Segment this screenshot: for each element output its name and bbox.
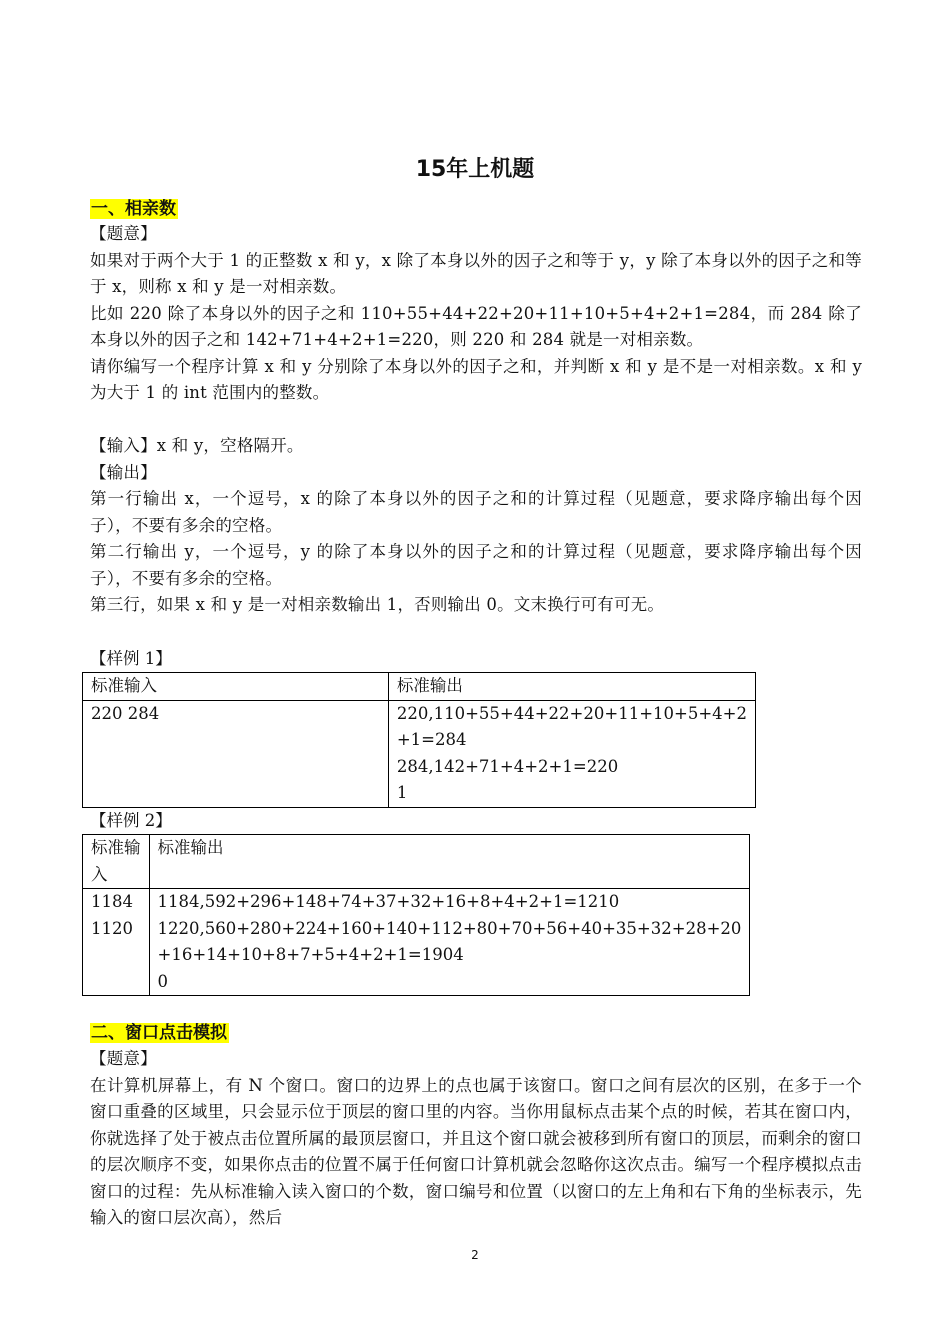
sample1-output-line: 284,142+71+4+2+1=220 [396, 756, 619, 776]
sample2-output-line: 1220,560+280+224+160+140+112+80+70+56+40+35+32+28+20 [157, 918, 742, 938]
sample1-header-output: 标准输出 [388, 673, 755, 701]
sample2-output-line: 1184,592+296+148+74+37+32+16+8+4+2+1=1210 [157, 892, 620, 911]
sample2-output-line: 0 [157, 971, 168, 991]
output-label: 【输出】 [90, 462, 157, 482]
problem-paragraph: 如果对于两个大于 1 的正整数 x 和 y，x 除了本身以外的因子之和等于 y，y 除了本身以外的因子之和等于 x，则称 x 和 y 是一对相亲数。 [90, 250, 862, 296]
page-title: 15年上机题 [415, 157, 535, 182]
section1-body [90, 221, 862, 407]
sample2-table [82, 834, 750, 996]
input-spec: 【输入】x 和 y，空格隔开。 [90, 436, 304, 455]
section1-io [90, 433, 862, 619]
problem-paragraph: 比如 220 除了本身以外的因子之和 110+55+44+22+20+11+10+5+4+2+1=284，而 284 除了本身以外的因子之和 142+71+4+2+1=220，则 220 和 284 就是一对相亲数。 [90, 303, 862, 349]
section-heading-1-text: 一、相亲数 [91, 199, 176, 219]
sample2-label: 【样例 2】 [90, 811, 172, 830]
output-spec: 第一行输出 x，一个逗号，x 的除了本身以外的因子之和的计算过程（见题意，要求降序输出每个因子），不要有多余的空格。 [90, 489, 862, 535]
sample2-input-line: 1184 [91, 892, 133, 911]
section-heading-1 [90, 198, 178, 220]
sample2-output-cell [149, 889, 750, 996]
sample2-header-input-line: 标准输 [91, 838, 141, 857]
problem-paragraph: 请你编写一个程序计算 x 和 y 分别除了本身以外的因子之和，并判断 x 和 y 是不是一对相亲数。x 和 y 为大于 1 的 int 范围内的整数。 [90, 356, 862, 402]
sample2-header-input-line: 入 [91, 864, 108, 884]
sample2-header-output: 标准输出 [149, 835, 750, 889]
sample1-output-line: 1 [396, 783, 408, 802]
sample2-input-cell [83, 889, 150, 996]
sample2-input-line: 1120 [91, 918, 133, 938]
output-spec: 第三行，如果 x 和 y 是一对相亲数输出 1，否则输出 0。文末换行可有可无。 [90, 595, 665, 614]
sample2-output-line: +16+14+10+8+7+5+4+2+1=1904 [157, 945, 464, 964]
section-heading-2-text: 二、窗口点击模拟 [91, 1023, 227, 1043]
sample2-header-input [83, 835, 150, 889]
sample1-input-cell: 220 284 [83, 700, 389, 807]
problem-paragraph: 在计算机屏幕上，有 N 个窗口。窗口的边界上的点也属于该窗口。窗口之间有层次的区别，在多于一个窗口重叠的区域里，只会显示位于顶层的窗口里的内容。当你用鼠标点击某个点的时候，若其在窗口内，你就选择了处于被点击位置所属的最顶层窗口，并且这个窗口就会被移到所有窗口的顶层，而剩余的窗口的层次顺序不变，如果你点击的位置不属于任何窗口计算机就会忽略你这次点击。编写一个程序模拟点击窗口的过程：先从标准输入读入窗口的个数，窗口编号和位置（以窗口的左上角和右下角的坐标表示，先输入的窗口层次高），然后 [90, 1075, 862, 1227]
page-number: 2 [471, 1248, 479, 1262]
sample1-output-cell [388, 700, 755, 807]
sample1-output-line: +1=284 [396, 730, 467, 749]
sample1-table [82, 672, 756, 808]
tiyi-label: 【题意】 [90, 224, 157, 243]
sample1-output-line: 220,110+55+44+22+20+11+10+5+4+2 [396, 703, 747, 723]
output-spec: 第二行输出 y，一个逗号，y 的除了本身以外的因子之和的计算过程（见题意，要求降序输出每个因子），不要有多余的空格。 [90, 542, 862, 588]
section-heading-2 [90, 1022, 229, 1044]
tiyi-label: 【题意】 [90, 1049, 157, 1068]
section2-body [90, 1046, 862, 1232]
sample1-header-input: 标准输入 [83, 673, 389, 701]
sample1-label: 【样例 1】 [90, 649, 172, 668]
